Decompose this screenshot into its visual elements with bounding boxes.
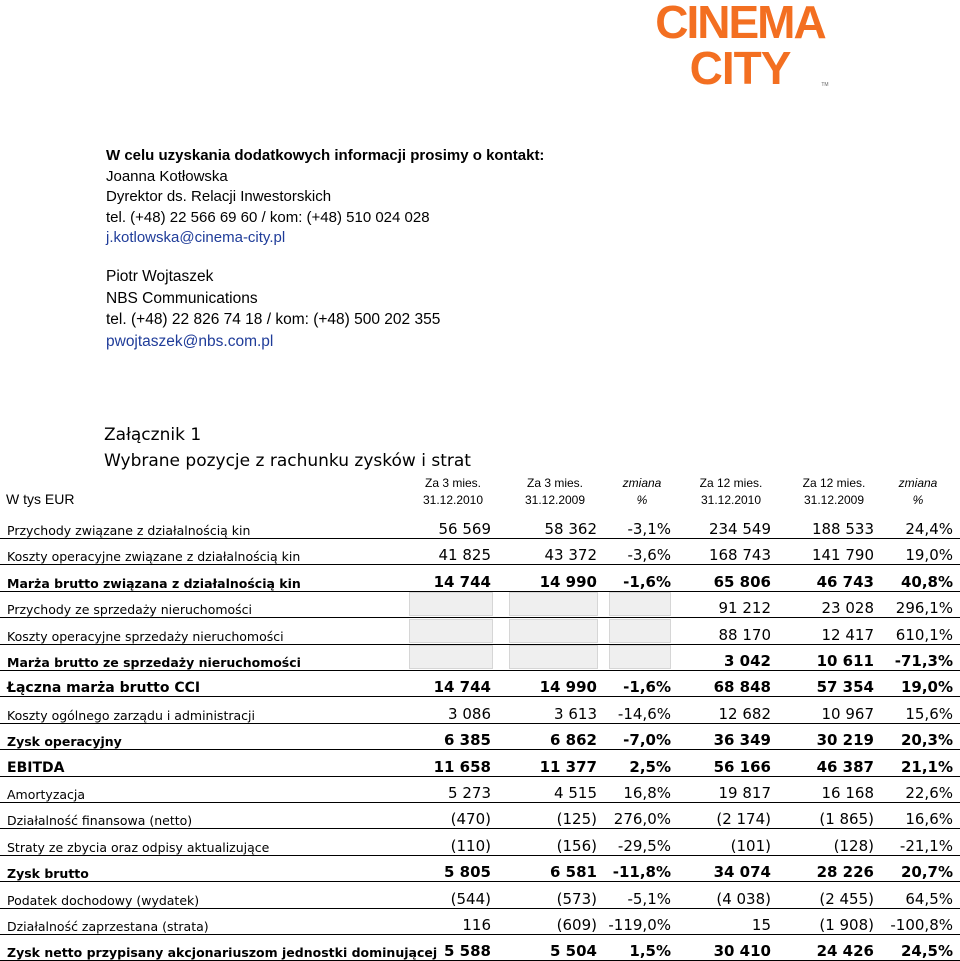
cell-value: 16,8% <box>623 784 671 802</box>
cell-value: 610,1% <box>895 625 953 644</box>
cell-value: 15,6% <box>905 704 953 723</box>
table-row <box>0 855 960 882</box>
row-label: Zysk brutto <box>7 866 89 882</box>
row-label: Przychody ze sprzedaży nieruchomości <box>7 602 253 618</box>
table-row <box>0 697 960 724</box>
cell-value: 46 743 <box>816 572 874 591</box>
table-row <box>0 591 960 618</box>
cell-value: -3,6% <box>627 546 671 565</box>
header-line2: % <box>912 493 924 507</box>
cell-value: 5 504 <box>550 942 597 961</box>
cell-value: 6 862 <box>550 731 597 750</box>
row-label: Zysk operacyjny <box>7 734 122 750</box>
cell-value: (101) <box>730 836 771 855</box>
header-line1: zmiana <box>622 476 662 490</box>
cell-value: 22,6% <box>905 784 953 802</box>
cell-value: 6 581 <box>550 863 597 882</box>
cell-value: 3 042 <box>724 652 771 670</box>
table-row <box>0 670 960 697</box>
cell-value: -71,3% <box>894 652 953 670</box>
contact-phone-2: tel. (+48) 22 826 74 18 / kom: (+48) 500 202 355 <box>106 311 441 328</box>
header-change-fy <box>882 475 954 509</box>
cell-value: 1,5% <box>629 942 671 961</box>
cell-value: (1 865) <box>819 810 874 829</box>
header-fy-2009 <box>789 475 879 509</box>
table-row <box>0 934 960 961</box>
header-line1: zmiana <box>898 476 938 490</box>
row-label: Działalność finansowa (netto) <box>7 813 193 829</box>
cell-value: 2,5% <box>629 757 671 776</box>
table-row <box>0 565 960 592</box>
row-label: Podatek dochodowy (wydatek) <box>7 892 200 908</box>
cell-value: 30 410 <box>713 942 771 961</box>
header-line2: % <box>636 493 648 507</box>
row-label: Amortyzacja <box>7 787 86 802</box>
cell-value: 56 166 <box>713 757 771 776</box>
table-row <box>0 750 960 777</box>
cell-value: (128) <box>833 836 874 855</box>
cell-value: (609) <box>556 916 597 934</box>
row-label: EBITDA <box>7 759 65 776</box>
cell-value: 16,6% <box>905 810 953 829</box>
contact-block-secondary <box>106 266 440 352</box>
cell-value: 14 744 <box>433 572 491 591</box>
annex-heading <box>104 422 471 474</box>
cell-value: 34 074 <box>713 863 771 882</box>
contact-email-2[interactable]: pwojtaszek@nbs.com.pl <box>106 332 274 350</box>
cell-value: 88 170 <box>718 625 771 644</box>
cell-value: 15 <box>751 916 771 934</box>
contact-block-primary <box>106 146 544 249</box>
cell-value: 276,0% <box>613 810 671 829</box>
cell-value: 58 362 <box>544 520 597 538</box>
cell-value: 12 682 <box>718 704 771 723</box>
header-fy-2010 <box>686 475 776 509</box>
annex-subtitle: Wybrane pozycje z rachunku zysków i strat <box>104 451 471 471</box>
row-label: Koszty operacyjne sprzedaży nieruchomości <box>7 628 284 644</box>
row-label: Straty ze zbycia oraz odpisy aktualizujące <box>7 839 270 855</box>
cell-value: -7,0% <box>623 731 671 750</box>
cell-value: 5 805 <box>444 863 491 882</box>
cell-value: (110) <box>450 836 491 855</box>
table-row <box>0 618 960 645</box>
cell-value: (544) <box>450 889 491 908</box>
cell-value: 116 <box>462 916 491 934</box>
cell-value: 4 515 <box>554 784 597 802</box>
empty-cell <box>509 645 598 669</box>
cell-value: 36 349 <box>713 731 771 750</box>
cell-value: -5,1% <box>627 889 671 908</box>
cell-value: 40,8% <box>900 572 953 591</box>
row-label: Koszty operacyjne związane z działalnością kin <box>7 549 301 565</box>
cell-value: 21,1% <box>900 757 953 776</box>
header-q4-2009 <box>510 475 600 509</box>
cell-value: 3 086 <box>448 704 491 723</box>
table-row <box>0 644 960 671</box>
cell-value: 57 354 <box>816 678 874 697</box>
unit-label: W tys EUR <box>6 491 75 507</box>
cell-value: 41 825 <box>438 546 491 565</box>
cell-value: 5 273 <box>448 784 491 802</box>
cell-value: 5 588 <box>444 942 491 961</box>
row-label: Działalność zaprzestana (strata) <box>7 919 209 934</box>
cell-value: 234 549 <box>708 520 771 538</box>
cell-value: 24 426 <box>816 942 874 961</box>
contact-org-2: NBS Communications <box>106 289 258 307</box>
table-row <box>0 908 960 935</box>
contact-phone-1: tel. (+48) 22 566 69 60 / kom: (+48) 510 024 028 <box>106 208 430 226</box>
contact-person-2: Piotr Wojtaszek <box>106 268 214 285</box>
cell-value: 23 028 <box>821 599 874 618</box>
header-line1: Za 12 mies. <box>802 476 866 490</box>
cell-value: (2 455) <box>819 889 874 908</box>
cell-value: -11,8% <box>612 863 671 882</box>
empty-cell <box>409 619 493 643</box>
table-row <box>0 829 960 856</box>
cell-value: -3,1% <box>627 520 671 538</box>
cell-value: 68 848 <box>713 678 771 697</box>
cell-value: -1,6% <box>623 572 671 591</box>
cell-value: (470) <box>450 810 491 829</box>
empty-cell <box>409 592 493 616</box>
empty-cell <box>509 592 598 616</box>
cell-value: -100,8% <box>890 916 953 934</box>
cell-value: -29,5% <box>617 836 671 855</box>
row-label: Marża brutto związana z działalnością kin <box>7 575 301 591</box>
contact-person-1: Joanna Kotłowska <box>106 167 228 185</box>
empty-cell <box>609 645 671 669</box>
cell-value: 168 743 <box>708 546 771 565</box>
cell-value: 11 377 <box>539 757 597 776</box>
cell-value: 14 990 <box>539 572 597 591</box>
cell-value: 11 658 <box>433 757 491 776</box>
cinema-city-logo <box>640 0 840 90</box>
table-row <box>0 802 960 829</box>
logo-line2: CITY <box>689 42 791 90</box>
row-label: Koszty ogólnego zarządu i administracji <box>7 707 255 723</box>
cell-value: 6 385 <box>444 731 491 750</box>
cell-value: 24,4% <box>905 520 953 538</box>
cell-value: 188 533 <box>811 520 874 538</box>
cell-value: 16 168 <box>821 784 874 802</box>
cell-value: 141 790 <box>811 546 874 565</box>
cell-value: 14 744 <box>433 678 491 697</box>
cell-value: 296,1% <box>895 599 953 618</box>
row-label: Łączna marża brutto CCI <box>7 680 201 697</box>
cell-value: 14 990 <box>539 678 597 697</box>
cell-value: 65 806 <box>713 572 771 591</box>
contact-heading: W celu uzyskania dodatkowych informacji prosimy o kontakt: <box>106 147 545 164</box>
logo-line1: CINEMA <box>655 0 825 48</box>
row-label: Przychody związane z działalnością kin <box>7 523 251 538</box>
cell-value: (2 174) <box>716 810 771 829</box>
row-label: Marża brutto ze sprzedaży nieruchomości <box>7 655 301 670</box>
cell-value: 3 613 <box>554 704 597 723</box>
cell-value: 19,0% <box>900 678 953 697</box>
cell-value: 10 611 <box>816 652 874 670</box>
cell-value: 19 817 <box>718 784 771 802</box>
header-q4-2010 <box>408 475 498 509</box>
cell-value: -14,6% <box>617 704 671 723</box>
cell-value: 20,7% <box>900 863 953 882</box>
header-line1: Za 12 mies. <box>699 476 763 490</box>
table-row <box>0 882 960 909</box>
annex-title: Załącznik 1 <box>104 425 202 445</box>
cell-value: (125) <box>556 810 597 829</box>
cell-value: 20,3% <box>900 731 953 750</box>
cell-value: 28 226 <box>816 863 874 882</box>
empty-cell <box>609 619 671 643</box>
cell-value: 64,5% <box>905 889 953 908</box>
contact-title-1: Dyrektor ds. Relacji Inwestorskich <box>106 188 332 205</box>
header-line2: 31.12.2010 <box>422 493 484 507</box>
cell-value: -21,1% <box>899 836 953 855</box>
cell-value: -1,6% <box>623 678 671 697</box>
cell-value: 24,5% <box>900 942 953 961</box>
table-row <box>0 776 960 803</box>
cell-value: 91 212 <box>718 599 771 618</box>
empty-cell <box>609 592 671 616</box>
table-row <box>0 512 960 539</box>
cell-value: 12 417 <box>821 625 874 644</box>
cell-value: (156) <box>556 836 597 855</box>
cell-value: -119,0% <box>608 916 671 934</box>
table-row <box>0 538 960 565</box>
cell-value: (4 038) <box>716 889 771 908</box>
row-label: Zysk netto przypisany akcjonariuszom jednostki dominującej <box>7 945 438 961</box>
header-line1: Za 3 mies. <box>526 476 583 490</box>
header-line2: 31.12.2009 <box>524 493 586 507</box>
table-row <box>0 723 960 750</box>
logo-tm: TM <box>821 82 829 88</box>
header-line1: Za 3 mies. <box>424 476 481 490</box>
header-change-q <box>610 475 674 509</box>
cell-value: 30 219 <box>816 731 874 750</box>
contact-email-1[interactable]: j.kotlowska@cinema-city.pl <box>106 229 286 246</box>
empty-cell <box>409 645 493 669</box>
cell-value: 56 569 <box>438 520 491 538</box>
cell-value: 19,0% <box>905 546 953 565</box>
cell-value: 46 387 <box>816 757 874 776</box>
header-line2: 31.12.2010 <box>700 493 762 507</box>
cell-value: 10 967 <box>821 704 874 723</box>
empty-cell <box>509 619 598 643</box>
cell-value: (573) <box>556 889 597 908</box>
header-line2: 31.12.2009 <box>803 493 865 507</box>
cell-value: 43 372 <box>544 546 597 565</box>
cell-value: (1 908) <box>819 916 874 934</box>
